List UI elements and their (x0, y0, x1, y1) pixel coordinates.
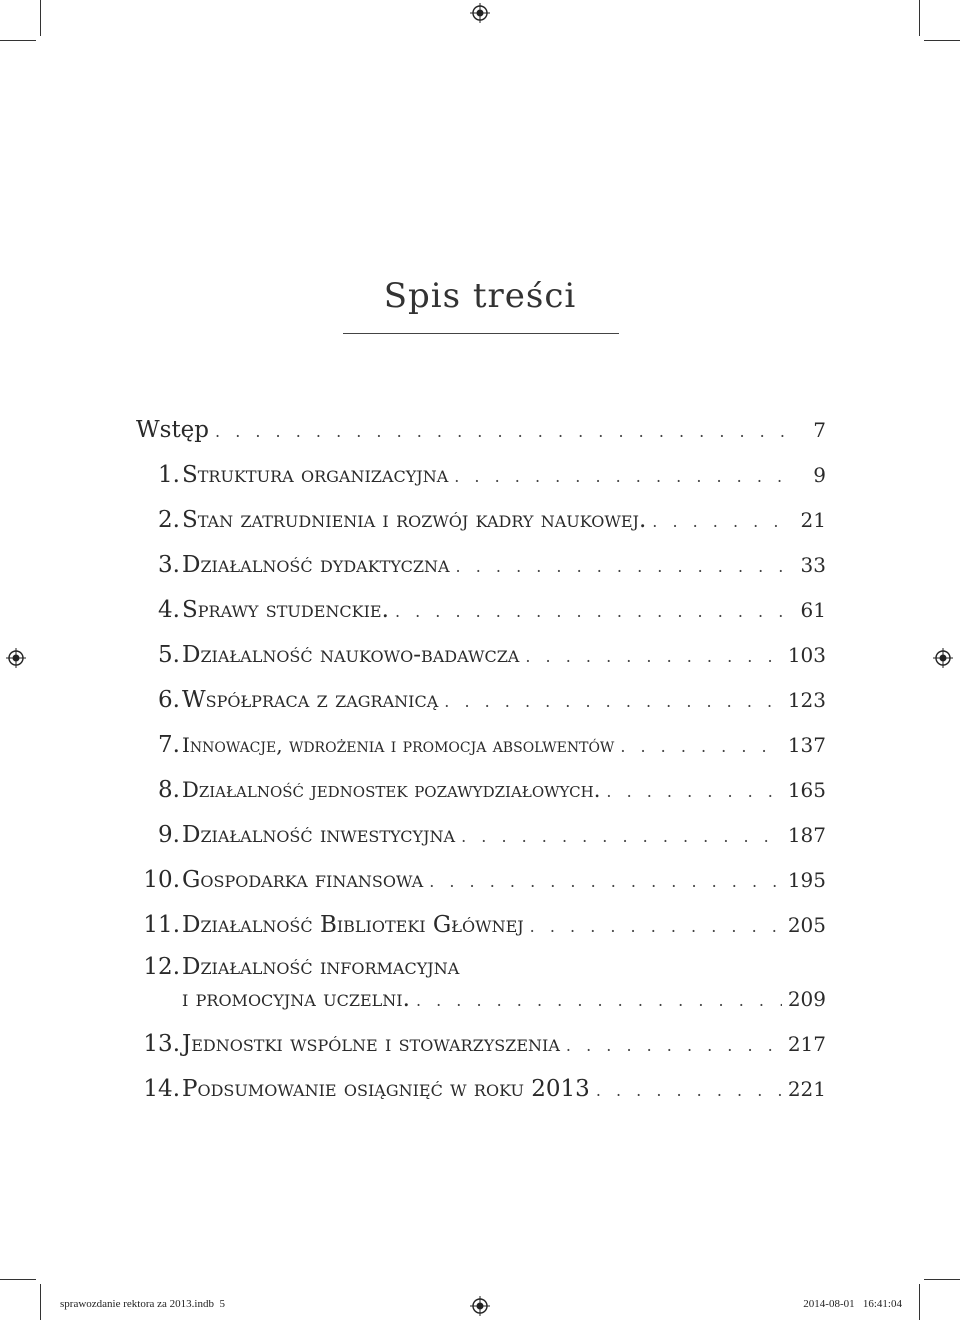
leader-dots (606, 778, 781, 806)
toc-entry (136, 731, 826, 761)
toc-page-number: 33 (800, 553, 826, 577)
toc-page-number: 187 (787, 823, 826, 847)
crop-mark (40, 1284, 41, 1320)
slug-filename (60, 1298, 225, 1310)
registration-mark-icon (933, 648, 953, 668)
toc-page-number: 209 (787, 987, 826, 1011)
toc-entry (136, 776, 826, 806)
toc-entry-continuation (136, 985, 826, 1015)
leader-dots (461, 823, 782, 851)
toc-page-number: 7 (813, 418, 826, 442)
leader-dots (525, 643, 781, 671)
toc-entry (136, 911, 826, 941)
toc-page-number: 205 (787, 913, 826, 937)
toc-number: 7. (158, 732, 180, 758)
toc-page-number: 165 (787, 778, 826, 802)
toc-entry (136, 641, 826, 671)
registration-mark-icon (470, 3, 490, 23)
leader-dots (566, 1032, 782, 1060)
toc-label: Działalność naukowo-badawcza (182, 642, 520, 668)
toc-number: 1. (158, 462, 180, 488)
slug-file: sprawozdanie rektora za 2013.indb (60, 1298, 214, 1310)
toc-label: Innowacje, wdrożenia i promocja absolwentów (182, 733, 615, 757)
toc-entry (136, 953, 826, 981)
toc-number: 12. (143, 954, 180, 980)
crop-mark (0, 40, 36, 41)
toc-page-number: 61 (800, 598, 826, 622)
registration-mark-icon (470, 1296, 490, 1316)
toc-number: 14. (143, 1076, 180, 1102)
slug-timestamp (803, 1298, 902, 1310)
crop-mark (919, 1284, 920, 1320)
leader-dots (530, 913, 782, 941)
slug-time: 16:41:04 (862, 1298, 902, 1310)
toc-number: 5. (158, 642, 180, 668)
leader-dots (395, 598, 790, 626)
toc-label: Działalność informacyjna (182, 954, 460, 980)
leader-dots (620, 733, 782, 761)
toc-number: 13. (143, 1031, 180, 1057)
toc-label: Struktura organizacyjna (182, 462, 449, 488)
toc-entry (136, 866, 826, 896)
toc-number: 3. (158, 552, 180, 578)
toc-entry (136, 1075, 826, 1105)
toc-number: 2. (158, 507, 180, 533)
leader-dots (429, 868, 782, 896)
toc-number: 11. (143, 912, 180, 938)
toc-entry (136, 551, 826, 581)
toc-label: Wstęp (136, 417, 210, 443)
toc-page-number: 221 (787, 1077, 826, 1101)
title-underline (343, 333, 619, 334)
toc-label: Podsumowanie osiągnięć w roku 2013 (182, 1076, 590, 1102)
registration-mark-icon (6, 648, 26, 668)
toc-number: 6. (158, 687, 180, 713)
toc-entry (136, 596, 826, 626)
toc-label: Jednostki wspólne i stowarzyszenia (182, 1031, 560, 1057)
toc-page-number: 9 (813, 463, 826, 487)
toc-label: Działalność dydaktyczna (182, 552, 450, 578)
crop-mark (924, 1279, 960, 1280)
toc-label: Współpraca z zagranicą (182, 687, 439, 713)
page-title: Spis treści (383, 276, 577, 316)
toc-label: Działalność inwestycyjna (182, 822, 456, 848)
toc-page-number: 217 (787, 1032, 826, 1056)
slug-sheet: 5 (219, 1298, 225, 1310)
leader-dots (416, 987, 782, 1015)
toc-label: Gospodarka finansowa (182, 867, 424, 893)
toc-number: 8. (158, 777, 180, 803)
leader-dots (652, 508, 790, 536)
leader-dots (596, 1077, 782, 1105)
crop-mark (924, 40, 960, 41)
crop-mark (919, 0, 920, 36)
toc-page-number: 103 (787, 643, 826, 667)
toc-label-continuation: i promocyjna uczelni. (182, 986, 410, 1012)
crop-mark (40, 0, 41, 36)
toc-number: 4. (158, 597, 180, 623)
leader-dots (456, 553, 790, 581)
toc-entry-intro (136, 416, 826, 446)
toc-label: Działalność jednostek pozawydziałowych. (182, 778, 601, 802)
toc-entry (136, 821, 826, 851)
toc-label: Działalność Biblioteki Głównej (182, 912, 524, 938)
slug-date: 2014-08-01 (803, 1298, 855, 1310)
toc-number: 9. (158, 822, 180, 848)
leader-dots (454, 463, 790, 491)
toc-page-number: 137 (787, 733, 826, 757)
leader-dots (444, 688, 782, 716)
toc-entry (136, 461, 826, 491)
leader-dots (215, 418, 790, 446)
toc-label: Sprawy studenckie. (182, 597, 389, 623)
toc-label: Stan zatrudnienia i rozwój kadry naukowej. (182, 507, 647, 533)
toc-page-number: 195 (787, 868, 826, 892)
toc-entry (136, 1030, 826, 1060)
crop-mark (0, 1279, 36, 1280)
toc-page-number: 123 (787, 688, 826, 712)
toc-entry (136, 686, 826, 716)
toc-number: 10. (143, 867, 180, 893)
toc-page-number: 21 (800, 508, 826, 532)
toc-entry (136, 506, 826, 536)
